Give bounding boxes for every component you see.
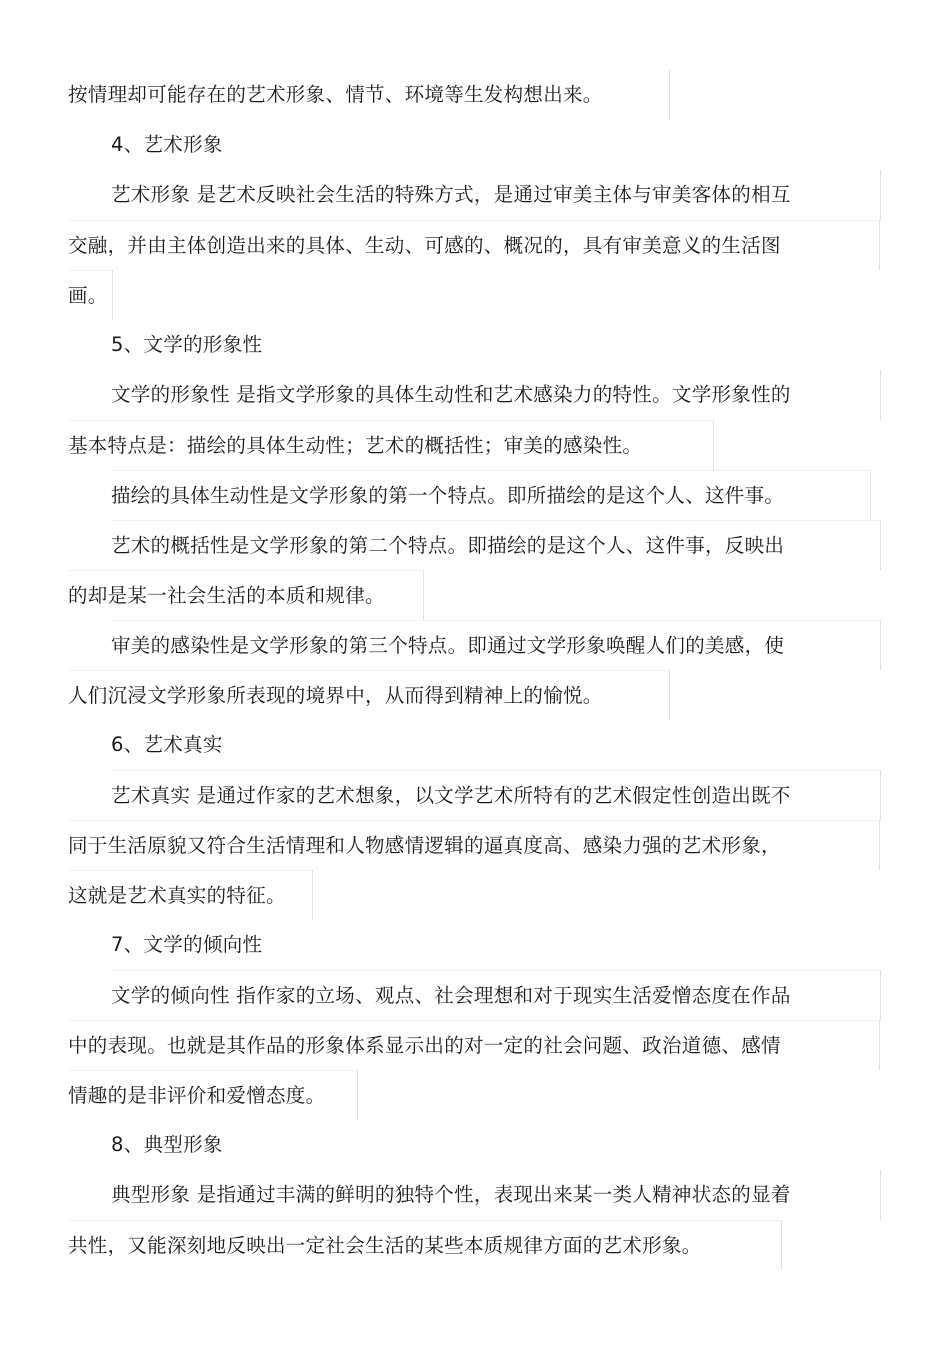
section-heading-art-image: 4、艺术形象 [111, 133, 223, 156]
paragraph-line: 文学的倾向性 指作家的立场、观点、社会理想和对于现实生活爱憎态度在作品 [111, 970, 881, 1020]
paragraph-line: 中的表现。也就是其作品的形象体系显示出的对一定的社会问题、政治道德、感情 [68, 1020, 880, 1070]
paragraph-line: 这就是艺术真实的特征。 [68, 870, 313, 920]
paragraph-line: 典型形象 是指通过丰满的鲜明的独特个性，表现出来某一类人精神状态的显着 [111, 1170, 881, 1220]
paragraph-line: 画。 [68, 270, 113, 320]
section-heading-literary-imagery: 5、文学的形象性 [111, 333, 263, 356]
paragraph-line: 的却是某一社会生活的本质和规律。 [68, 570, 424, 620]
paragraph-line: 共性，又能深刻地反映出一定社会生活的某些本质规律方面的艺术形象。 [68, 1220, 782, 1270]
paragraph-line: 审美的感染性是文学形象的第三个特点。即通过文学形象唤醒人们的美感，使 [111, 620, 881, 670]
paragraph-line: 同于生活原貌又符合生活情理和人物感情逻辑的逼真度高、感染力强的艺术形象， [68, 820, 880, 870]
paragraph-line: 交融，并由主体创造出来的具体、生动、可感的、概况的，具有审美意义的生活图 [68, 220, 880, 270]
paragraph-line: 文学的形象性 是指文学形象的具体生动性和艺术感染力的特性。文学形象性的 [111, 370, 881, 420]
paragraph-line: 基本特点是：描绘的具体生动性；艺术的概括性；审美的感染性。 [68, 420, 714, 470]
section-heading-literary-tendency: 7、文学的倾向性 [111, 933, 263, 956]
text-line-continuation: 按情理却可能存在的艺术形象、情节、环境等生发构想出来。 [68, 70, 670, 120]
paragraph-line: 艺术形象 是艺术反映社会生活的特殊方式，是通过审美主体与审美客体的相互 [111, 170, 881, 220]
section-heading-typical-image: 8、典型形象 [111, 1133, 223, 1156]
paragraph-line: 艺术真实 是通过作家的艺术想象，以文学艺术所特有的艺术假定性创造出既不 [111, 770, 881, 820]
paragraph-line: 描绘的具体生动性是文学形象的第一个特点。即所描绘的是这个人、这件事。 [111, 470, 871, 520]
paragraph-line: 人们沉浸文学形象所表现的境界中，从而得到精神上的愉悦。 [68, 670, 670, 720]
paragraph-line: 艺术的概括性是文学形象的第二个特点。即描绘的是这个人、这件事，反映出 [111, 520, 881, 570]
paragraph-line: 情趣的是非评价和爱憎态度。 [68, 1070, 358, 1120]
section-heading-artistic-truth: 6、艺术真实 [111, 733, 223, 756]
